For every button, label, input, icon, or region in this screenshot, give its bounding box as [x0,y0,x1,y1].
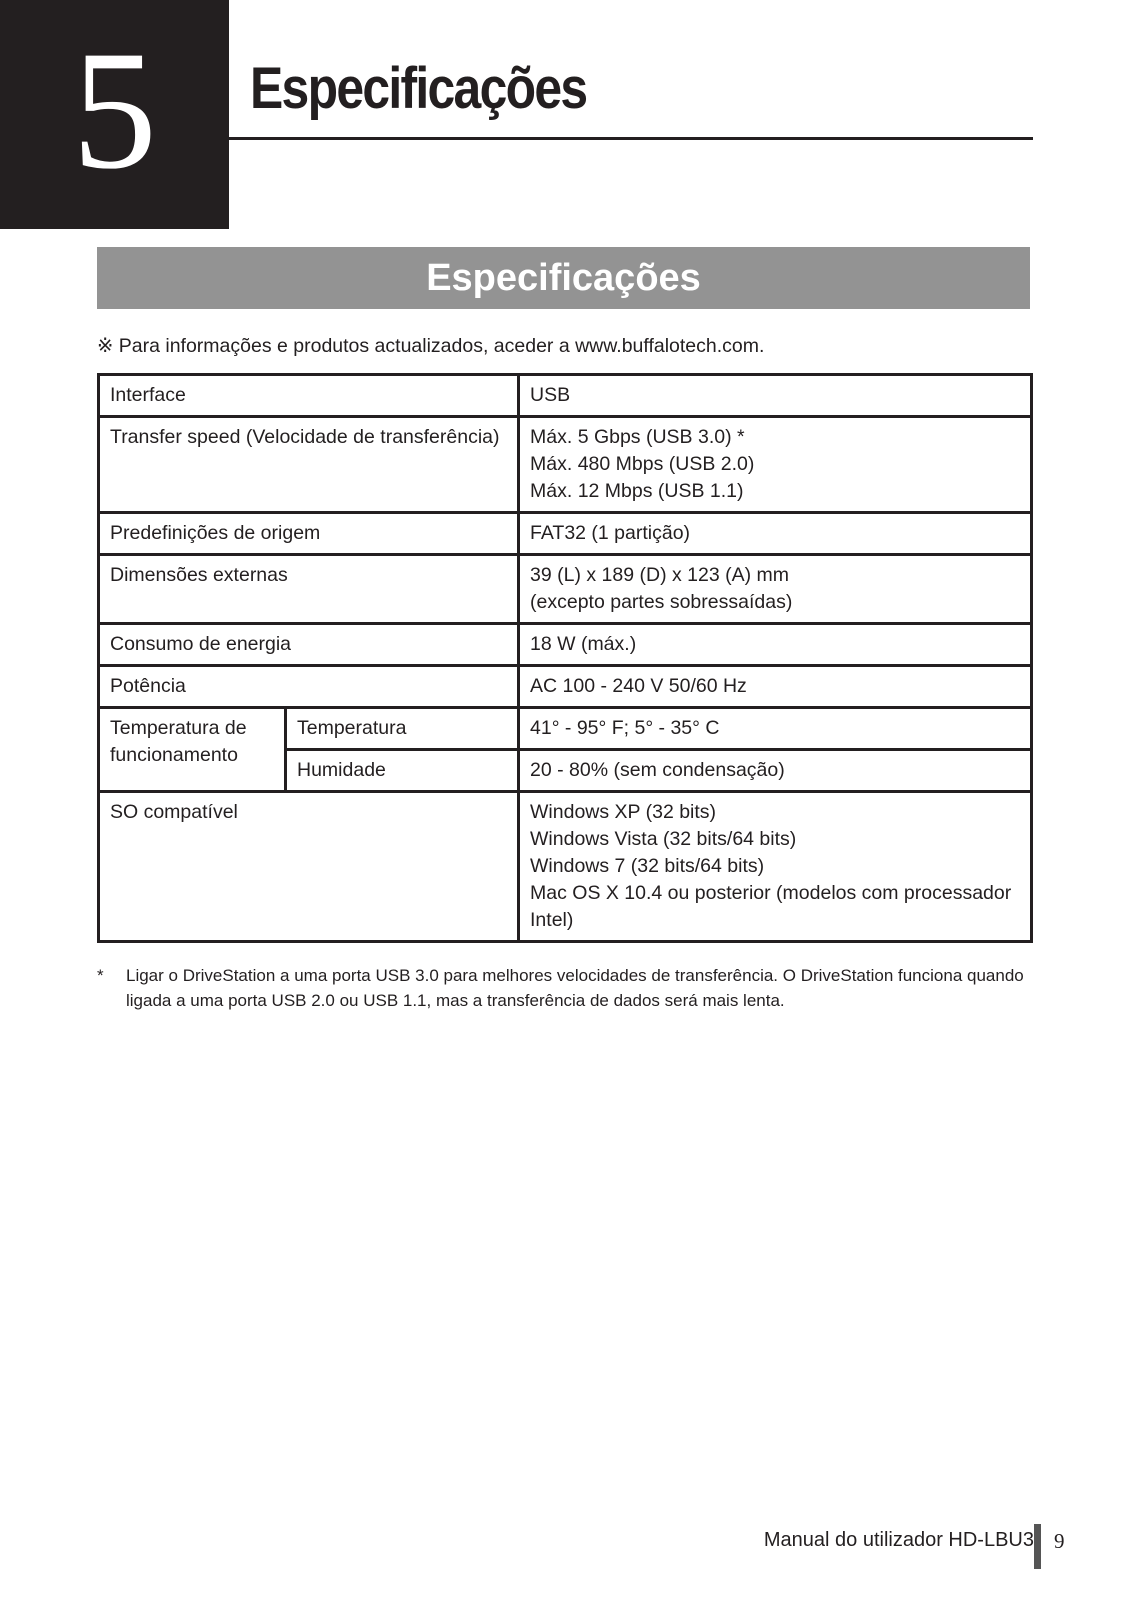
spec-value-line: Windows Vista (32 bits/64 bits) [530,828,797,850]
footer-divider [1034,1524,1041,1569]
spec-label: Predefinições de origem [99,513,519,555]
spec-value: AC 100 - 240 V 50/60 Hz [519,666,1032,708]
spec-label-line: funcionamento [110,744,238,766]
spec-label: Transfer speed (Velocidade de transferência) [99,417,519,513]
spec-label: SO compatível [99,792,519,942]
chapter-number: 5 [72,16,157,204]
spec-value-line: Máx. 5 Gbps (USB 3.0) * [530,426,745,448]
spec-label-line: Temperatura de [110,717,247,739]
spec-value: 41° - 95° F; 5° - 35° C [519,708,1032,750]
footnote-text: Ligar o DriveStation a uma porta USB 3.0 para melhores velocidades de transferência. O DriveStation funciona quando ligada a uma porta USB 2.0 ou USB 1.1, mas a transferência de dados será mais lenta. [126,966,1024,1010]
table-row [99,792,1032,942]
spec-value-line: Windows XP (32 bits) [530,801,717,823]
chapter-title: Especificações [250,56,587,121]
table-row [99,375,1032,417]
spec-value-line: Mac OS X 10.4 ou posterior (modelos com processador Intel) [530,882,1012,931]
spec-sublabel: Humidade [286,750,519,792]
spec-value: 18 W (máx.) [519,624,1032,666]
spec-value-line: Windows 7 (32 bits/64 bits) [530,855,765,877]
spec-value-line: 39 (L) x 189 (D) x 123 (A) mm [530,564,789,586]
table-row [99,513,1032,555]
section-heading: Especificações [97,247,1030,309]
footnote [97,963,1030,1013]
spec-value [519,417,1032,513]
spec-label: Consumo de energia [99,624,519,666]
footer-manual-label: Manual do utilizador HD-LBU3 [763,1529,1034,1551]
table-row [99,417,1032,513]
spec-value [519,555,1032,624]
spec-value-line: (excepto partes sobressaídas) [530,591,793,613]
chapter-number-block [0,0,229,229]
spec-label: Interface [99,375,519,417]
spec-value: USB [519,375,1032,417]
spec-value [519,792,1032,942]
spec-sublabel: Temperatura [286,708,519,750]
spec-value: 20 - 80% (sem condensação) [519,750,1032,792]
chapter-title-rule [229,137,1033,140]
update-note: ※ Para informações e produtos actualizados, aceder a www.buffalotech.com. [97,335,765,357]
table-row [99,555,1032,624]
spec-value: FAT32 (1 partição) [519,513,1032,555]
specifications-table [97,373,1033,943]
table-row [99,624,1032,666]
spec-value-line: Máx. 480 Mbps (USB 2.0) [530,453,755,475]
page-number: 9 [1054,1529,1065,1553]
spec-label: Potência [99,666,519,708]
spec-value-line: Máx. 12 Mbps (USB 1.1) [530,480,744,502]
spec-label [99,708,286,792]
footnote-marker: * [97,966,104,985]
table-row [99,708,1032,750]
table-row [99,666,1032,708]
spec-label: Dimensões externas [99,555,519,624]
